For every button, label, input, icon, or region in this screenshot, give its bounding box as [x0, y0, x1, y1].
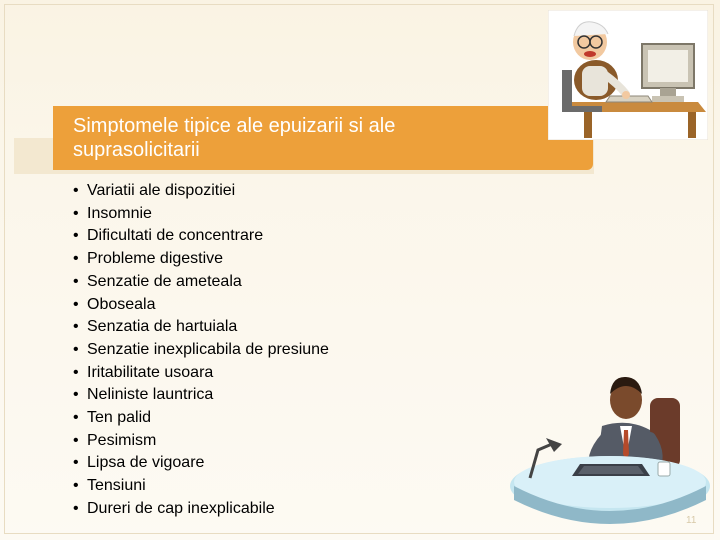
slide-title-line-2: suprasolicitarii [73, 139, 200, 161]
old-man-computer-illustration [548, 10, 708, 140]
slide-title [73, 114, 593, 162]
list-item: • Senzatie de ameteala [73, 272, 242, 290]
slide-title-line-1: Simptomele tipice ale epuizarii si ale [73, 115, 396, 137]
list-item: • Lipsa de vigoare [73, 454, 205, 472]
list-item: • Senzatie inexplicabila de presiune [73, 340, 329, 358]
list-item: • Pesimism [73, 431, 157, 449]
list-item: • Senzatia de hartuiala [73, 318, 238, 336]
symptom-list [73, 180, 329, 521]
page-number: 11 [686, 515, 697, 526]
list-item: • Ten palid [73, 409, 152, 427]
list-item: • Tensiuni [73, 477, 146, 495]
list-item: • Dureri de cap inexplicabile [73, 499, 275, 517]
businessman-desk-illustration [510, 358, 710, 530]
list-item: • Oboseala [73, 295, 156, 313]
title-bar [53, 106, 593, 170]
list-item: • Insomnie [73, 204, 152, 222]
list-item: • Neliniste launtrica [73, 386, 214, 404]
list-item: • Iritabilitate usoara [73, 363, 214, 381]
list-item: • Dificultati de concentrare [73, 227, 264, 245]
list-item: • Variatii ale dispozitiei [73, 182, 236, 199]
list-item: • Probleme digestive [73, 250, 224, 268]
